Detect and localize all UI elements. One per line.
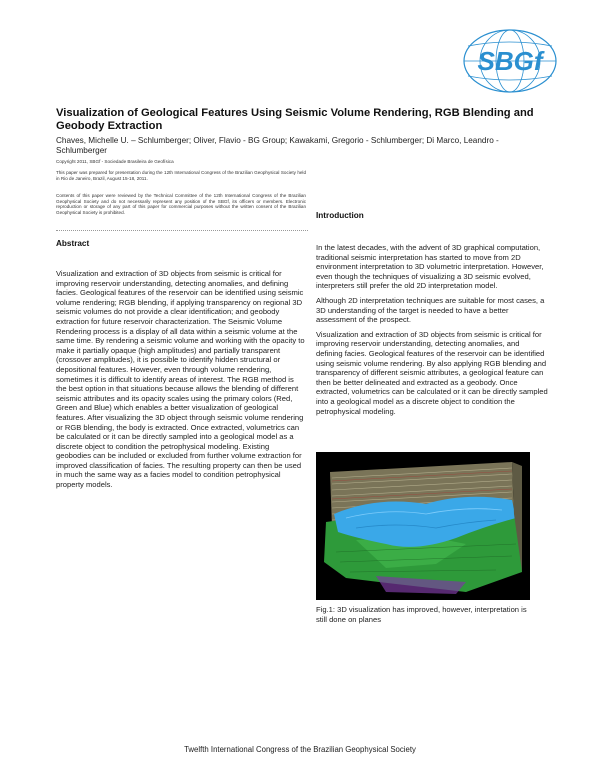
sbgf-globe-logo-icon [452,24,560,98]
header-divider [56,230,308,231]
intro-paragraph: In the latest decades, with the advent of 3D graphical computation, traditional seismic interpretation has started to move from 2D environment interpretation to 3D volumetric interpretation. However, even though the techniques of visualizing a 3D seismic evolved, interpreters still prefer the old 2D interpretation model. [316,243,544,291]
page-footer: Twelfth International Congress of the Brazilian Geophysical Society [184,745,416,754]
logo-text: SBGf [477,46,543,76]
seismic-volume-image [316,452,530,600]
authors: Chaves, Michelle U. – Schlumberger; Oliver, Flavio - BG Group; Kawakami, Gregorio - Schlumberger; Di Marco, Leandro - Schlumberger [56,136,499,155]
introduction-body [316,243,548,421]
intro-paragraph: Visualization and extraction of 3D objects from seismic is critical for improving reservoir understanding, detecting anomalies, and defining facies. Geological features of the reservoir can be identified using seismic volume rendering. By also applying RGB blending and transparency of different seismic attributes, a geological feature can then be better delineated and extracted as a geobody. Once extracted, volumetrics can be calculated or it can be directly sampled into a geological model as a discrete object to condition the petrophysical modeling. [316,329,548,416]
paper-title: Visualization of Geological Features Using Seismic Volume Rendering, RGB Blending and Geobody Extraction [56,107,534,132]
abstract-heading: Abstract [56,239,90,248]
copyright-note: Copyright 2011, SBGf - Sociedade Brasileira de Geofísica [56,159,174,164]
figure-3d-seismic [316,452,530,600]
prepared-note: This paper was prepared for presentation during the 12th International Congress of the Brazilian Geophysical Society held in Rio de Janeiro, Brazil, August 15-18, 2011. [56,170,306,181]
sbgf-logo [452,24,560,98]
abstract-body: Visualization and extraction of 3D objects from seismic is critical for improving reservoir understanding, detecting anomalies, and defining facies. Geological features of the reservoir can be identified using seismic volume rendering; RGB blending, if applying transparency on regional 3D seismic volumes do not provide a clear identification; and geobody extraction for future reservoir characterization. The Seismic Volume Rendering process is a display of all data within a seismic volume at the same time. By rendering a seismic volume and working with the opacity to make it partially opaque (high amplitudes) and partially transparent (crossover amplitudes), it is possible to identify hidden structural or depositional features. However, even through volume rendering, sometimes it is difficult to identify areas of interest. The RGB method is the best option in that situations because allows the blending of different seismic attributes and its opacity scales using the primary colors (Red, Green and Blue) which enables a better visualization of geological features. After visualizing the 3D object through seismic volume rendering or RGB blending, the body is extracted. Once extracted, volumetrics can be calculated or it can be directly sampled into a geological model as a discrete object to condition the petrophysical modeling. Existing geobodies can be included or excluded from further volume extraction for improved classification of facies. The resulting property can then be used in much the same way as a facies model to condition petrophysical property models. [56,269,305,490]
intro-paragraph: Although 2D interpretation techniques are suitable for most cases, a 3D understanding of the target is needed to have a better assessment of the prospect. [316,295,545,325]
figure-caption: Fig.1: 3D visualization has improved, however, interpretation is still done on planes [316,605,527,624]
contents-note: Contents of this paper were reviewed by the Technical Committee of the 12th International Congress of the Brazilian Geophysical Society and do not necessarily represent any position of the SBGf, its officers or members. Electronic reproduction or storage of any part of this paper for commercial purposes without the written consent of the Brazilian Geophysical Society is prohibited. [56,193,306,215]
introduction-heading: Introduction [316,211,364,220]
